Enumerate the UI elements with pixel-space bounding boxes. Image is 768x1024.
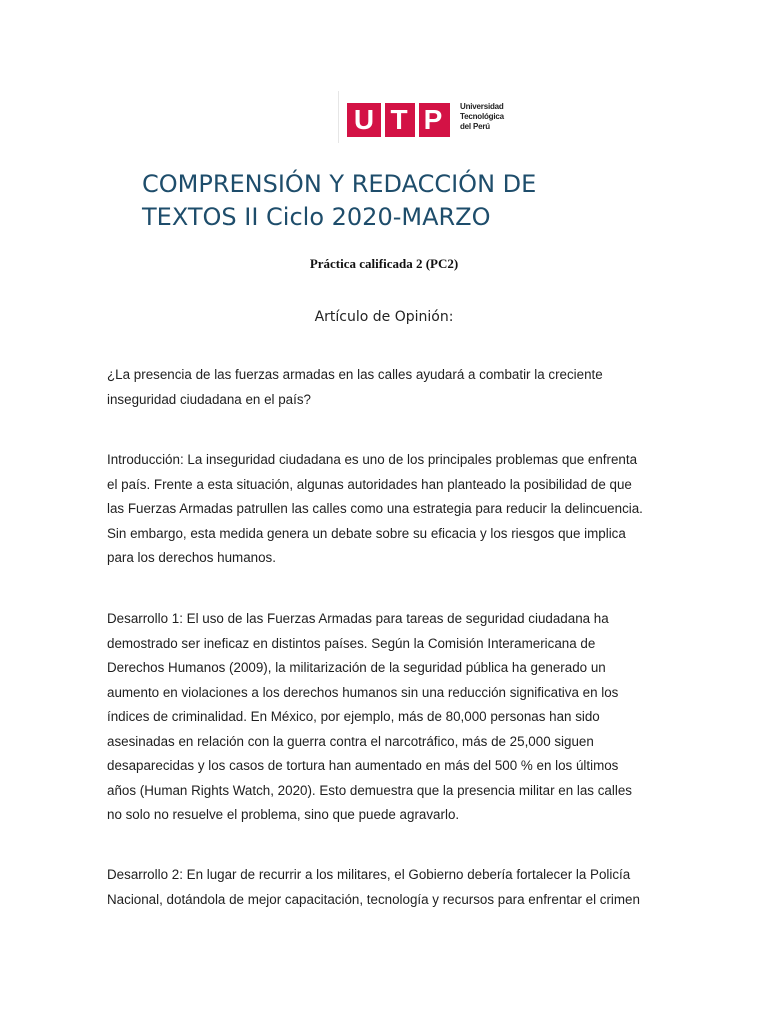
paragraph-line: Desarrollo 2: En lugar de recurrir a los militares, el Gobierno debería fortalecer la Policía [107,867,631,882]
paragraph-line: Nacional, dotándola de mejor capacitación, tecnología y recursos para enfrentar el crimen [107,891,640,907]
paragraph-line: demostrado ser ineficaz en distintos países. Según la Comisión Interamericana de [107,635,596,651]
paragraph-line: Derechos Humanos (2009), la militarización de la seguridad pública ha generado un [107,660,606,675]
paragraph-line: Introducción: La inseguridad ciudadana es uno de los principales problemas que enfrenta [107,452,638,467]
development-1-paragraph [107,607,667,828]
question-paragraph [107,363,667,412]
development-2-paragraph [107,863,667,912]
paragraph-line: inseguridad ciudadana en el país? [107,391,311,407]
title-line: TEXTOS II Ciclo 2020-MARZO [142,203,491,231]
utp-logo-wordmark [460,102,520,132]
paragraph-line: no solo no resuelve el problema, sino que puede agravarlo. [107,807,460,822]
title-line: COMPRENSIÓN Y REDACCIÓN DE [142,170,537,198]
logo-letter-u: U [353,104,375,135]
paragraph-line: el país. Frente a esta situación, algunas autoridades han planteado la posibilidad de que [107,476,632,492]
logo-text-line: Tecnológica [460,112,504,121]
paragraph-line: Sin embargo, esta medida genera un debate sobre su eficacia y los riesgos que implica [107,525,626,541]
paragraph-line: para los derechos humanos. [107,550,276,565]
paragraph-line: Desarrollo 1: El uso de las Fuerzas Armadas para tareas de seguridad ciudadana ha [107,611,609,626]
paragraph-line: ¿La presencia de las fuerzas armadas en las calles ayudará a combatir la creciente [107,367,603,382]
document-title [142,168,662,234]
paragraph-line: años (Human Rights Watch, 2020). Esto demuestra que la presencia militar en las calles [107,782,632,798]
paragraph-line: las Fuerzas Armadas patrullen las calles como una estrategia para reducir la delincuencia. [107,501,643,516]
document-subtitle: Práctica calificada 2 (PC2) [309,256,459,271]
logo-letter-p: P [423,104,443,135]
paragraph-line: aumento en violaciones a los derechos humanos sin una reducción significativa en los [107,684,619,700]
logo-text-line: del Perú [460,122,490,131]
logo-text-line: Universidad [460,102,504,111]
section-heading: Artículo de Opinión: [314,309,454,325]
utp-logo-mark [347,103,450,137]
paragraph-line: índices de criminalidad. En México, por ejemplo, más de 80,000 personas han sido [107,709,600,724]
introduction-paragraph [107,448,667,571]
utp-logo [338,91,517,143]
paragraph-line: asesinadas en relación con la guerra contra el narcotráfico, más de 25,000 siguen [107,733,594,749]
paragraph-line: desaparecidas y los casos de tortura han aumentado en más del 500 % en los últimos [107,758,619,773]
logo-letter-t: T [390,104,408,135]
